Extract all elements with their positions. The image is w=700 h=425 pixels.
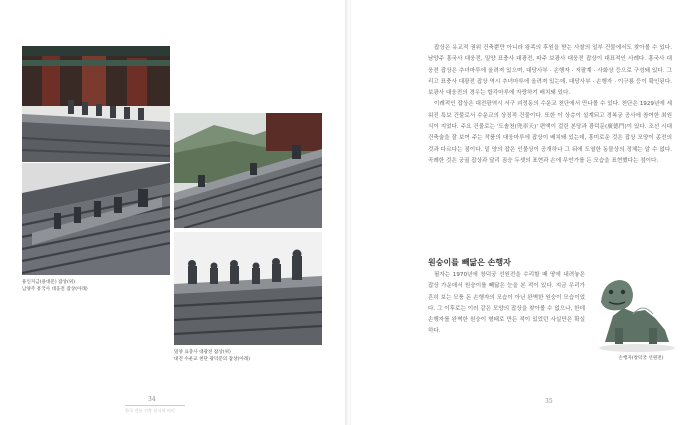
photo-caption-left-1 <box>22 279 170 293</box>
caption-line: 용인지금(용대문) 잡상(위) <box>22 280 76 285</box>
statue-caption: 손행자(창덕궁 선원전) <box>618 356 664 361</box>
photo-suungyo-gwangdeokmun-japsang <box>174 232 322 345</box>
photo-sonhaengja-statue <box>593 272 679 352</box>
left-page <box>0 0 345 425</box>
photo-caption-left-2 <box>174 349 322 363</box>
body-paragraph-2: 이례적인 잡상은 대전광역시 서구 괴정동의 수운교 천단에서 만나볼 수 있다. 천단은 1929년에 세워진 특보 건물로서 수운교의 상징적 건물이다. 또한 이 상층이 설계되고 경복궁 공사에 참여한 최원식이 지었다. 주요 건물로는 '도솔천(兜率天)' 편액이 걸린 본당과 광덕문(廣德門)이 있다. 조선 시대 건축술을 잘 보여 주는 작품의 대웅마루에 잡상이 배치돼 있는데, 흥미로운 것은 잡상 모양이 종전의 것과 다르다는 점이다. 밑 양의 잡은 인물상이 공개하나 그 뒤에 도열한 동물상의 정체는 알 수 없다. 곡례한 것은 궁궐 잡상과 달리 짐승 두셋의 표현과 손에 무언가를 든 모습을 표현했다는 점이다. <box>428 101 672 164</box>
photo-palace-gate-japsang <box>22 46 170 162</box>
body-paragraph-1: 잡상은 유교적 권위 건축뿐만 아니라 왕족의 후원을 받는 사찰의 일부 건물에서도 찾아볼 수 있다. 남양주 흥국사 대웅전, 밀양 표충사 대광전, 파주 보광사 대웅전 잡상이 대표적인 사례다. 흥국사 대웅전 잡상은 추녀마루에 올려져 있으며, 대당사부 · 손행자 · 저팔계 · 사화상 등으로 구성돼 있다. 그리고 표충사 대광전 잡상 역시 추녀마루에 올려져 있는데, 대당사부 · 손행자 · 이구룡 등이 확인된다. 보광사 대웅전의 경우는 합각마루에 자랑하기 배치돼 있다. <box>428 45 672 97</box>
section-heading: 원숭이를 빼닮은 손행자 <box>428 258 511 267</box>
page-number-left: 34 <box>148 396 156 403</box>
body-text-block <box>428 43 672 167</box>
photo-pyochungsa-japsang <box>174 113 322 228</box>
palace-gate-roof-image <box>22 46 170 162</box>
section-paragraph: 필자는 1970년에 창덕궁 선원전을 수리할 때 땅에 내려놓은 잡상 가운데서 원숭이를 빼닮은 눈을 본 적이 있다. 지금 우리가 흔히 보는 모퉁 돈 손행자의 모습이 아닌 완벽한 원숭이 모습이었다. 그 이후로는 이러 같은 모양의 잡상을 찾아볼 수 없으나, 한데 손행자를 완벽한 원숭이 형태로 만든 적이 있었던 사실만은 확실하다. <box>428 272 585 335</box>
footer-rule-left <box>125 405 185 406</box>
pyochungsa-roof-image <box>174 113 322 228</box>
page-number-right: 35 <box>545 398 553 405</box>
monkey-statue-image <box>593 272 679 352</box>
book-gutter <box>345 0 351 425</box>
photo-heungguksa-japsang <box>22 163 170 275</box>
suungyo-roof-image <box>174 232 322 345</box>
caption-line: 밀양 표충사 대광전 잡상(위) <box>174 350 231 355</box>
heungguksa-roof-image <box>22 163 170 275</box>
caption-line: 대전 수운교 천단 광덕문의 잡상(아래) <box>174 357 250 362</box>
caption-line: 남양주 흥국사 대웅전 잡상(아래) <box>22 287 88 292</box>
footer-book-title: 한국 전통 건축 장식의 의미 <box>125 408 175 413</box>
